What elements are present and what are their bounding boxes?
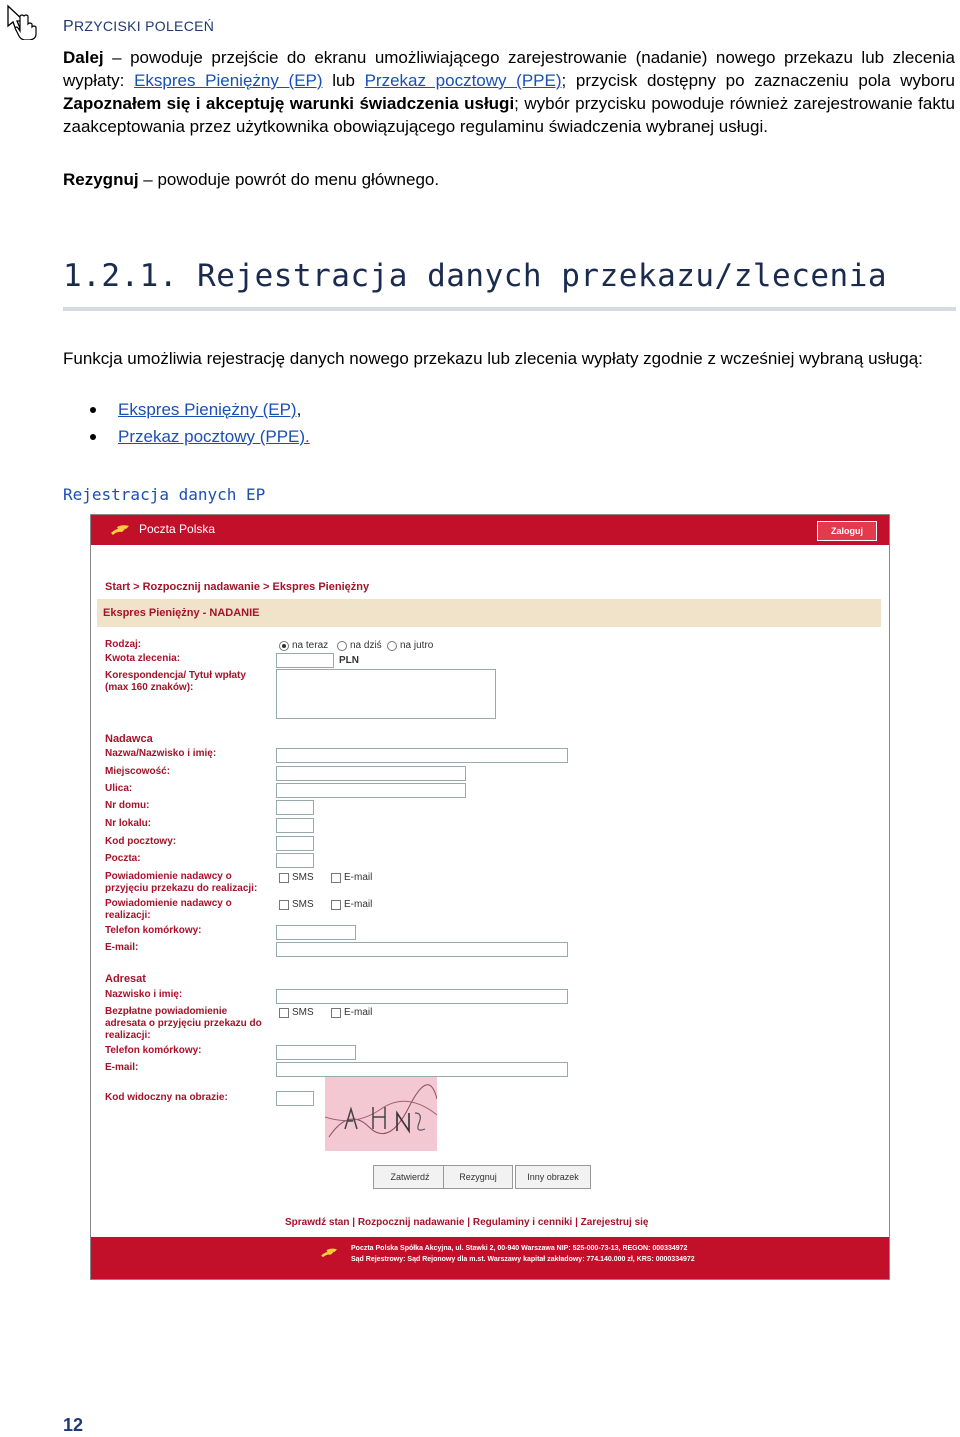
label-kwota: Kwota zlecenia: (105, 653, 181, 664)
form-title: Ekspres Pieniężny - NADANIE (103, 607, 260, 619)
label-nazwisko: Nazwisko i imię: (105, 989, 183, 1000)
email-input[interactable] (276, 942, 568, 957)
telefon-2-input[interactable] (276, 1045, 356, 1060)
poczta-polska-logo-icon (109, 521, 133, 537)
checkbox-email-3[interactable]: E-mail (331, 1007, 372, 1018)
list-item (90, 423, 310, 450)
kwota-input[interactable] (276, 653, 334, 668)
dalej-term: Dalej (63, 48, 104, 67)
zatwierdz-button[interactable]: Zatwierdź (373, 1165, 447, 1189)
checkbox-sms-2[interactable]: SMS (279, 899, 314, 910)
list-item: Ekspres Pieniężny (EP), (90, 396, 310, 423)
checkbox-icon (331, 873, 341, 883)
title-underline (63, 307, 956, 311)
service-list (90, 396, 310, 450)
brand-name: Poczta Polska (139, 522, 216, 536)
hand-cursor-icon (2, 4, 42, 40)
screenshot-frame (90, 514, 890, 1280)
label-poczta: Poczta: (105, 853, 141, 864)
brand-logo (109, 521, 215, 537)
label-telefon-2: Telefon komórkowy: (105, 1045, 202, 1056)
label-bezplatne: Bezpłatne powiadomienie adresata o przyjęciu przekazu do realizacji: (105, 1006, 262, 1041)
label-nazwa: Nazwa/Nazwisko i imię: (105, 748, 217, 759)
radio-dot-icon (279, 641, 289, 651)
paragraph-dalej: Dalej – powoduje przejście do ekranu umożliwiającego zarejestrowanie (nadanie) nowego przekazu lub zlecenia wypłaty: Ekspres Pieniężny (EP) lub Przekaz pocztowy (PPE); przycisk dostępny po zaznaczeniu pola wyboru Zapoznałem się i akceptuję warunki świadczenia usługi; wybór przycisku powoduje również zarejestrowanie faktu zaakceptowania przez użytkownika obowiązującego regulaminu świadczenia wybranej usługi. (63, 48, 955, 136)
radio-na-dzis[interactable]: na dziś (337, 640, 382, 651)
miejscowosc-input[interactable] (276, 766, 466, 781)
korespondencja-textarea[interactable] (276, 669, 496, 719)
checkbox-sms-3[interactable]: SMS (279, 1007, 314, 1018)
section-adresat: Adresat (105, 973, 146, 985)
section-heading: PRZYCISKI POLECEŃ (63, 18, 215, 35)
label-email-2: E-mail: (105, 1062, 139, 1073)
label-nr-domu: Nr domu: (105, 800, 150, 811)
label-telefon: Telefon komórkowy: (105, 925, 202, 936)
captcha-input[interactable] (276, 1091, 314, 1106)
poczta-polska-logo-icon (319, 1245, 341, 1259)
radio-dot-icon (387, 641, 397, 651)
currency-label: PLN (339, 655, 359, 666)
label-ulica: Ulica: (105, 783, 133, 794)
captcha-noise-icon (325, 1077, 437, 1151)
checkbox-icon (279, 900, 289, 910)
checkbox-icon (279, 873, 289, 883)
inny-obrazek-button[interactable]: Inny obrazek (515, 1165, 591, 1189)
footer-text: Poczta Polska Spółka Akcyjna, ul. Stawki 2, 00-940 Warszawa NIP: 525-000-73-13, REGON: 000334972 Sąd Rejestrowy: Sąd Rejonowy dla m.st. Warszawy kapitał zakładowy: 774.140.000 zł, KRS: 0000334972 (351, 1245, 695, 1263)
link-ep[interactable]: Ekspres Pieniężny (EP) (134, 71, 323, 90)
ulica-input[interactable] (276, 783, 466, 798)
rezygnuj-button[interactable]: Rezygnuj (443, 1165, 513, 1189)
nr-domu-input[interactable] (276, 800, 314, 815)
checkbox-icon (279, 1008, 289, 1018)
page-number: 12 (63, 1415, 84, 1435)
label-powiadomienie-realizacja: Powiadomienie nadawcy o realizacji: (105, 898, 232, 921)
poczta-input[interactable] (276, 853, 314, 868)
radio-na-jutro[interactable]: na jutro (387, 640, 433, 651)
checkbox-email-2[interactable]: E-mail (331, 899, 372, 910)
footer-bar (91, 1237, 889, 1280)
radio-dot-icon (337, 641, 347, 651)
section-nadawca: Nadawca (105, 733, 153, 745)
kod-input[interactable] (276, 836, 314, 851)
paragraph-rezygnuj: Rezygnuj – powoduje powrót do menu głównego. (63, 170, 440, 189)
checkbox-email-1[interactable]: E-mail (331, 872, 372, 883)
label-kod-obraz: Kod widoczny na obrazie: (105, 1092, 228, 1103)
figure-caption: Rejestracja danych EP (63, 485, 266, 504)
checkbox-sms-1[interactable]: SMS (279, 872, 314, 883)
label-korespondencja: Korespondencja/ Tytuł wpłaty (max 160 znaków): (105, 670, 246, 693)
link-ep-bullet[interactable]: Ekspres Pieniężny (EP) (118, 400, 297, 419)
section-title: 1.2.1. Rejestracja danych przekazu/zlecenia (63, 258, 888, 294)
radio-na-teraz[interactable]: na teraz (279, 640, 328, 651)
label-kod: Kod pocztowy: (105, 836, 177, 847)
nazwisko-input[interactable] (276, 989, 568, 1004)
header-bar (91, 515, 889, 545)
label-email: E-mail: (105, 942, 139, 953)
breadcrumb[interactable]: Start > Rozpocznij nadawanie > Ekspres Pieniężny (105, 581, 370, 593)
paragraph-funkcja: Funkcja umożliwia rejestrację danych nowego przekazu lub zlecenia wypłaty zgodnie z wcześniej wybraną usługą: (63, 349, 923, 368)
link-ppe-bullet[interactable]: Przekaz pocztowy (PPE). (118, 427, 310, 446)
telefon-input[interactable] (276, 925, 356, 940)
label-nr-lokalu: Nr lokalu: (105, 818, 152, 829)
nazwa-input[interactable] (276, 748, 568, 763)
checkbox-icon (331, 900, 341, 910)
footer-nav[interactable]: Sprawdź stan | Rozpocznij nadawanie | Regulaminy i cenniki | Zarejestruj się (285, 1217, 649, 1228)
link-ppe[interactable]: Przekaz pocztowy (PPE) (364, 71, 562, 90)
checkbox-icon (331, 1008, 341, 1018)
rezygnuj-term: Rezygnuj (63, 170, 139, 189)
login-button[interactable]: Zaloguj (817, 521, 877, 541)
label-powiadomienie-przyjecie: Powiadomienie nadawcy o przyjęciu przekazu do realizacji: (105, 871, 258, 894)
label-rodzaj: Rodzaj: (105, 639, 142, 650)
nr-lokalu-input[interactable] (276, 818, 314, 833)
email-2-input[interactable] (276, 1062, 568, 1077)
label-miejscowosc: Miejscowość: (105, 766, 171, 777)
accept-term: Zapoznałem się i akceptuję warunki świadczenia usługi (63, 94, 515, 113)
captcha-image (325, 1077, 437, 1151)
